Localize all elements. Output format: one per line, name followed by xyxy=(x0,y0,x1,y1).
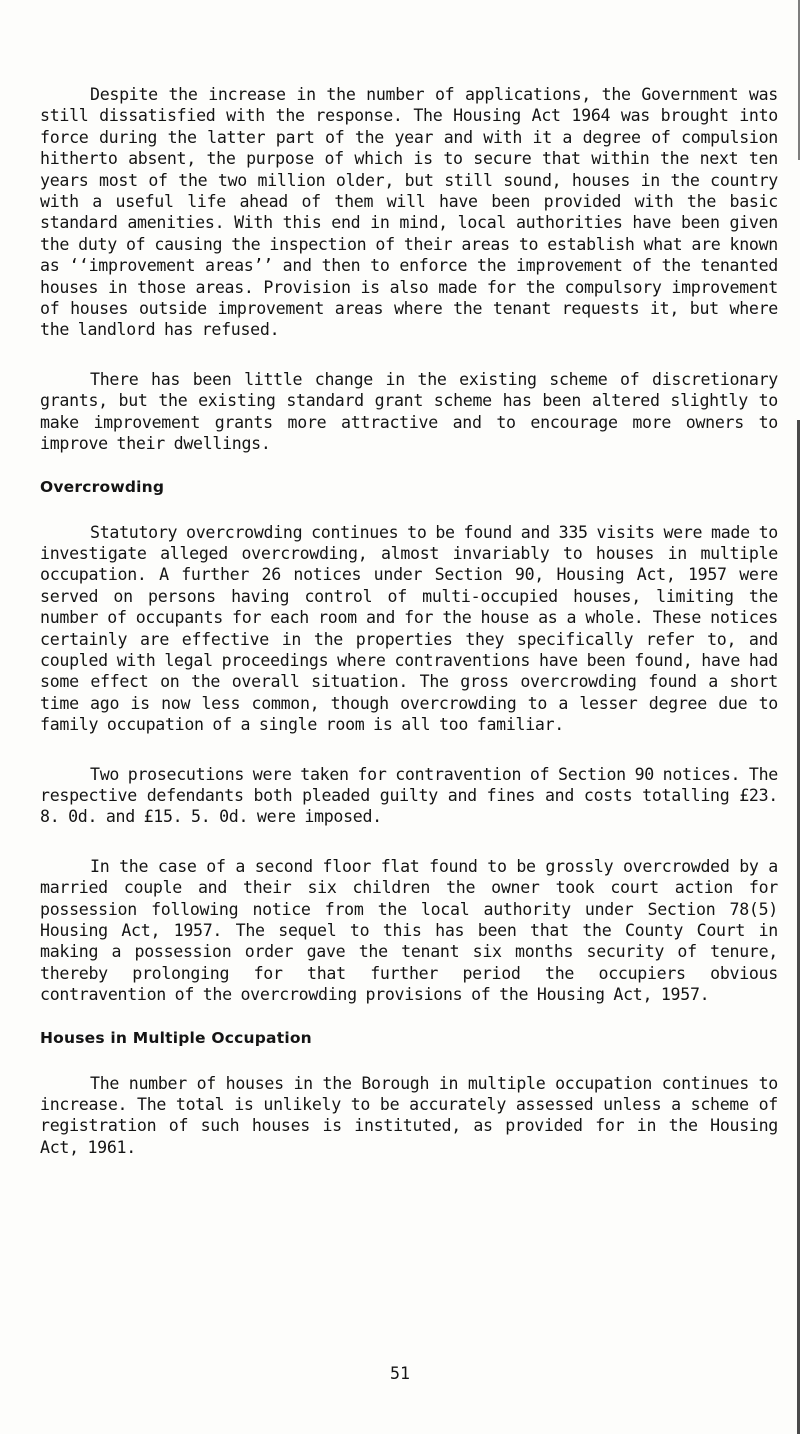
heading-houses-in-multiple-occupation: Houses in Multiple Occupation xyxy=(40,1028,312,1047)
paragraph-statutory-overcrowding: Statutory overcrowding continues to be found and 335 visits were made to investigate alleged overcrowding, almost invariably to houses in multiple occupation. A further 26 notices under Section 90, Housing Act, 1957 were served on persons having control of multi-occupied houses, limiting the number of occupants for each room and for the house as a whole. These notices certainly are effective in the properties they specifically refer to, and coupled with legal proceedings where contraventions have been found, have had some effect on the overall situation. The gross overcrowding found a short time ago is now less common, though overcrowding to a lesser degree due to family occupation of a single room is all too familiar. xyxy=(40,522,778,735)
paragraph-multiple-occupation: The number of houses in the Borough in multiple occupation continues to increase. The total is unlikely to be accurately assessed unless a scheme of registration of such houses is instituted, as provided for in the Housing Act, 1961. xyxy=(40,1073,778,1157)
paragraph-second-floor-flat: In the case of a second floor flat found to be grossly overcrowded by a married couple and their six children the owner took court action for possession following notice from the local authority under Section 78(5) Housing Act, 1957. The sequel to this has been that the County Court in making a possession order gave the tenant six months security of tenure, thereby prolonging for that further period the occupiers obvious contravention of the overcrowding provisions of the Housing Act, 1957. xyxy=(40,856,778,1005)
page-number: 51 xyxy=(390,1364,410,1383)
document-body xyxy=(40,84,778,1158)
paragraph-prosecutions: Two prosecutions were taken for contravention of Section 90 notices. The respective defendants both pleaded guilty and fines and costs totalling £23. 8. 0d. and £15. 5. 0d. were imposed. xyxy=(40,764,778,827)
heading-overcrowding: Overcrowding xyxy=(40,477,165,496)
paragraph-housing-act-1964: Despite the increase in the number of applications, the Government was still dissatisfied with the response. The Housing Act 1964 was brought into force during the latter part of the year and with it a degree of compulsion hitherto absent, the purpose of which is to secure that within the next ten years most of the two million older, but still sound, houses in the country with a useful life ahead of them will have been provided with the basic standard amenities. With this end in mind, local authorities have been given the duty of causing the inspection of their areas to establish what are known as ‘‘improvement areas’’ and then to enforce the improvement of the tenanted houses in those areas. Provision is also made for the compulsory improvement of houses outside improvement areas where the tenant requests it, but where the landlord has refused. xyxy=(40,85,778,340)
paragraph-grant-schemes: There has been little change in the existing scheme of discretionary grants, but the existing standard grant scheme has been altered slightly to make improvement grants more attractive and to encourage more owners to improve their dwellings. xyxy=(40,369,778,454)
